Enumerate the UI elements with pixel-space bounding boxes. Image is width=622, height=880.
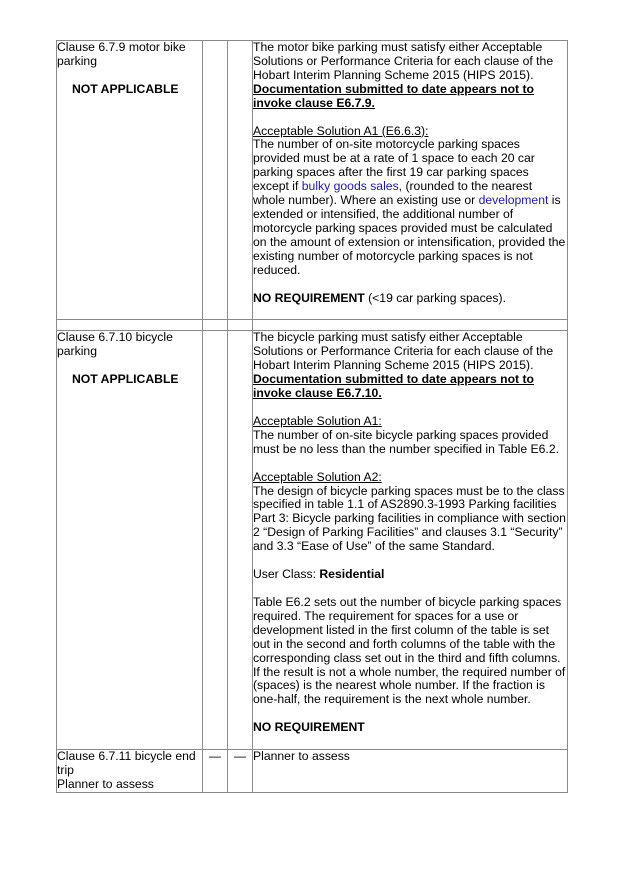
spacer-row: [57, 320, 568, 331]
dash-mark: —: [228, 750, 253, 793]
status-label: NOT APPLICABLE: [72, 81, 179, 96]
requirement-text: NO REQUIREMENT: [253, 720, 365, 735]
planner-note: Planner to assess: [253, 749, 350, 764]
acceptable-solution-heading: Acceptable Solution A1 (E6.6.3):: [253, 123, 429, 138]
acceptable-solution-a2-text: The design of bicycle parking spaces must be to the class specified in table 1.1 of AS2890.3-1993 Parking facilities Part 3: Bicycle parking facilities in compliance with section 2 “Design of Parking Facilities” and clauses 3.1 “Security” and 3.3 “Ease of Use” of the same Standard.: [253, 483, 566, 554]
empty-cell: [228, 41, 253, 320]
empty-cell: [228, 331, 253, 750]
assessment-table: [56, 40, 568, 793]
dash-mark: —: [203, 750, 228, 793]
acceptable-solution-a1-text: The number of on-site bicycle parking spaces provided must be no less than the number specified in Table E6.2.: [253, 427, 560, 456]
acceptable-solution-text: The number of on-site motorcycle parking spaces provided must be at a rate of 1 space to each 20 car parking spaces after the first 19 car parking spaces except if bulky goods sales, (rounded to the nearest whole number). Where an existing use or development is extended or intensified, the additional number of motorcycle parking spaces provided must be calculated on the amount of extension or intensification, provided the existing number of motorcycle parking spaces is not reduced.: [253, 137, 566, 277]
intro-text: The bicycle parking must satisfy either Acceptable Solutions or Performance Criteria for each clause of the Hobart Interim Planning Scheme 2015 (HIPS 2015).: [253, 330, 554, 373]
clause-title: Clause 6.7.10 bicycle parking: [57, 330, 173, 359]
table-row: [57, 331, 568, 750]
bulky-goods-sales-link[interactable]: bulky goods sales: [301, 179, 399, 194]
clause-cell: [57, 331, 203, 750]
description-cell: [253, 331, 568, 750]
description-cell: [253, 41, 568, 320]
documentation-note: Documentation submitted to date appears not to invoke clause E6.7.10.: [253, 372, 535, 401]
development-link[interactable]: development: [478, 193, 549, 208]
requirement-text: NO REQUIREMENT (<19 car parking spaces).: [253, 290, 506, 305]
acceptable-solution-a2-heading: Acceptable Solution A2:: [253, 469, 382, 484]
empty-cell: [203, 331, 228, 750]
user-class: User Class: Residential: [253, 567, 385, 582]
acceptable-solution-a1-heading: Acceptable Solution A1:: [253, 413, 382, 428]
description-cell: [253, 750, 568, 793]
table-row: [57, 750, 568, 793]
empty-cell: [203, 41, 228, 320]
clause-cell: [57, 41, 203, 320]
clause-cell: [57, 750, 203, 793]
table-row: [57, 41, 568, 320]
table-e62-text: Table E6.2 sets out the number of bicycle parking spaces required. The requirement for spaces for a use or development listed in the first column of the table is set out in the second and forth columns of the table with the corresponding class set out in the third and fifth columns. If the result is not a whole number, the required number of (spaces) is the nearest whole number. If the fraction is one-half, the requirement is the next whole number.: [253, 595, 566, 707]
intro-text: The motor bike parking must satisfy either Acceptable Solutions or Performance Criteria for each clause of the Hobart Interim Planning Scheme 2015 (HIPS 2015).: [253, 40, 554, 82]
status-label: NOT APPLICABLE: [72, 372, 179, 387]
clause-title: Clause 6.7.11 bicycle end trip: [57, 749, 196, 778]
clause-subtext: Planner to assess: [57, 776, 154, 791]
clause-title: Clause 6.7.9 motor bike parking: [57, 40, 186, 68]
documentation-note: Documentation submitted to date appears not to invoke clause E6.7.9.: [253, 81, 535, 110]
